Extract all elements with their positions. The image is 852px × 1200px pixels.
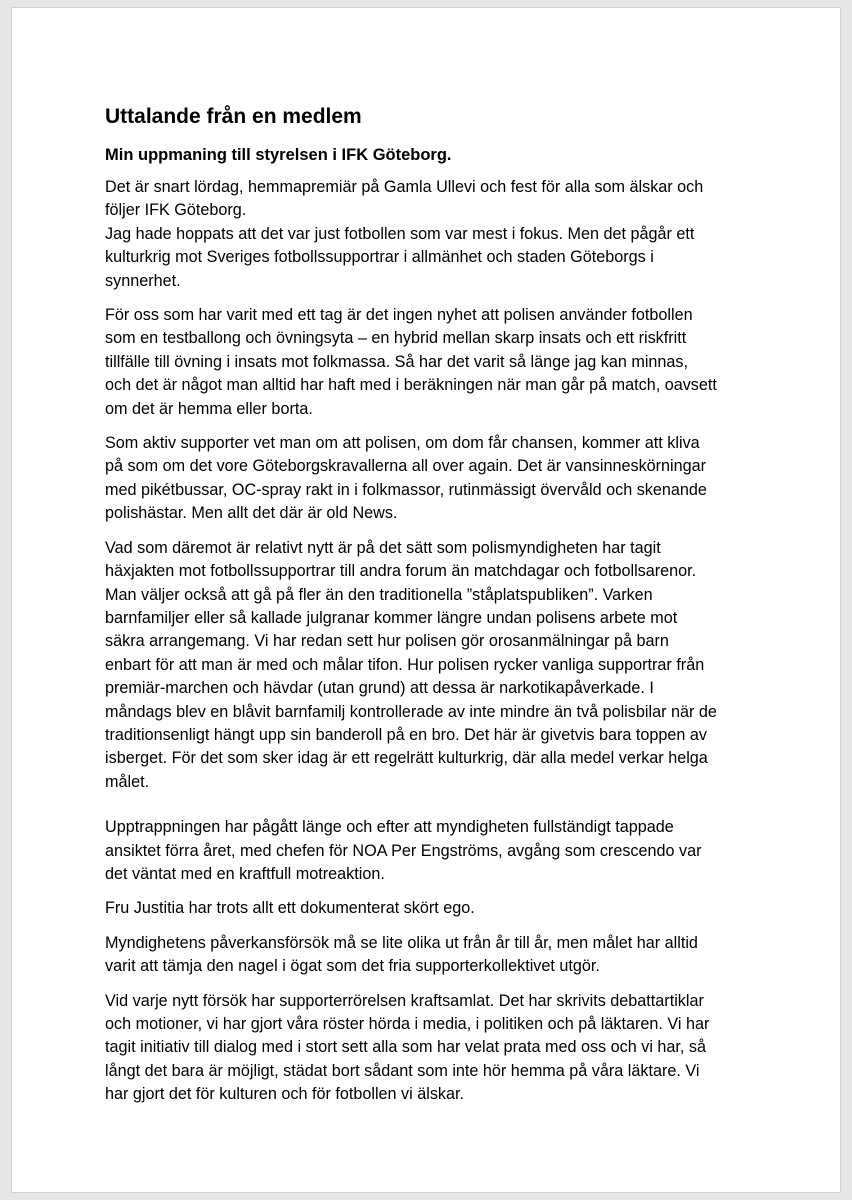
paragraph-3: Som aktiv supporter vet man om att polisen, om dom får chansen, kommer att kliva på som om det vore Göteborgskravallerna all over again. Det är vansinneskörningar med pikétbussar, OC-spray rakt in i folkmassor, rutinmässigt övervåld och skenande polishästar. Men allt det där är old News. (105, 434, 707, 523)
document-content (105, 104, 755, 1118)
paragraph-4: Vad som däremot är relativt nytt är på det sätt som polismyndigheten har tagit häxjakten mot fotbollssupportrar till andra forum än matchdagar och fotbollsarenor. Man väljer också att gå på fler än den traditionella ”ståplatspubliken”. Varken barnfamiljer eller så kallade julgranar kommer längre undan polisens arbete mot säkra arrangemang. Vi har redan sett hur polisen gör orosanmälningar på barn enbart för att man är med och målar tifon. Hur polisen rycker vanliga supportrar från premiär-marchen och hävdar (utan grund) att dessa är narkotikapåverkade. I måndags blev en blåvit barnfamilj kontrollerade av inte mindre än två polisbilar när de traditionsenligt hängt upp sin banderoll på en bro. Det här är givetvis bara toppen av isberget. För det som sker idag är ett regelrätt kulturkrig, där alla medel verkar helga målet. (105, 538, 717, 791)
paragraph-7: Myndighetens påverkansförsök må se lite olika ut från år till år, men målet har alltid varit att tämja den nagel i ögat som det fria supporterkollektivet utgör. (105, 933, 698, 976)
paragraph-8: Vid varje nytt försök har supporterrörelsen kraftsamlat. Det har skrivits debattartiklar och motioner, vi har gjort våra röster hörda i media, i politiken och på läktaren. Vi har tagit initiativ till dialog med i stort sett alla som har velat prata med oss och vi har, så långt det bara är möjligt, städat bort sådant som inte hör hemma på våra läktare. Vi har gjort det för kulturen och för fotbollen vi älskar. (105, 991, 710, 1104)
document-title: Uttalande från en medlem (105, 105, 362, 128)
paragraph-5: Upptrappningen har pågått länge och efter att myndigheten fullständigt tappade ansiktet förra året, med chefen för NOA Per Engströms, avgång som crescendo var det väntat med en kraftfull motreaktion. (105, 818, 702, 883)
document-page (12, 8, 840, 1192)
paragraph-1: Det är snart lördag, hemmapremiär på Gamla Ullevi och fest för alla som älskar och följer IFK Göteborg. Jag hade hoppats att det var just fotbollen som var mest i fokus. Men det pågår ett kulturkrig mot Sveriges fotbollssupportrar i allmänhet och staden Göteborgs i synnerhet. (105, 178, 704, 290)
paragraph-6: Fru Justitia har trots allt ett dokumenterat skört ego. (105, 899, 475, 918)
document-subtitle: Min uppmaning till styrelsen i IFK Göteborg. (105, 146, 452, 164)
paragraph-2: För oss som har varit med ett tag är det ingen nyhet att polisen använder fotbollen som en testballong och övningsyta – en hybrid mellan skarp insats och ett riskfritt tillfälle till övning i insats mot folkmassa. Så har det varit så länge jag kan minnas, och det är något man alltid har haft med i beräkningen när man går på match, oavsett om det är hemma eller borta. (105, 306, 717, 418)
